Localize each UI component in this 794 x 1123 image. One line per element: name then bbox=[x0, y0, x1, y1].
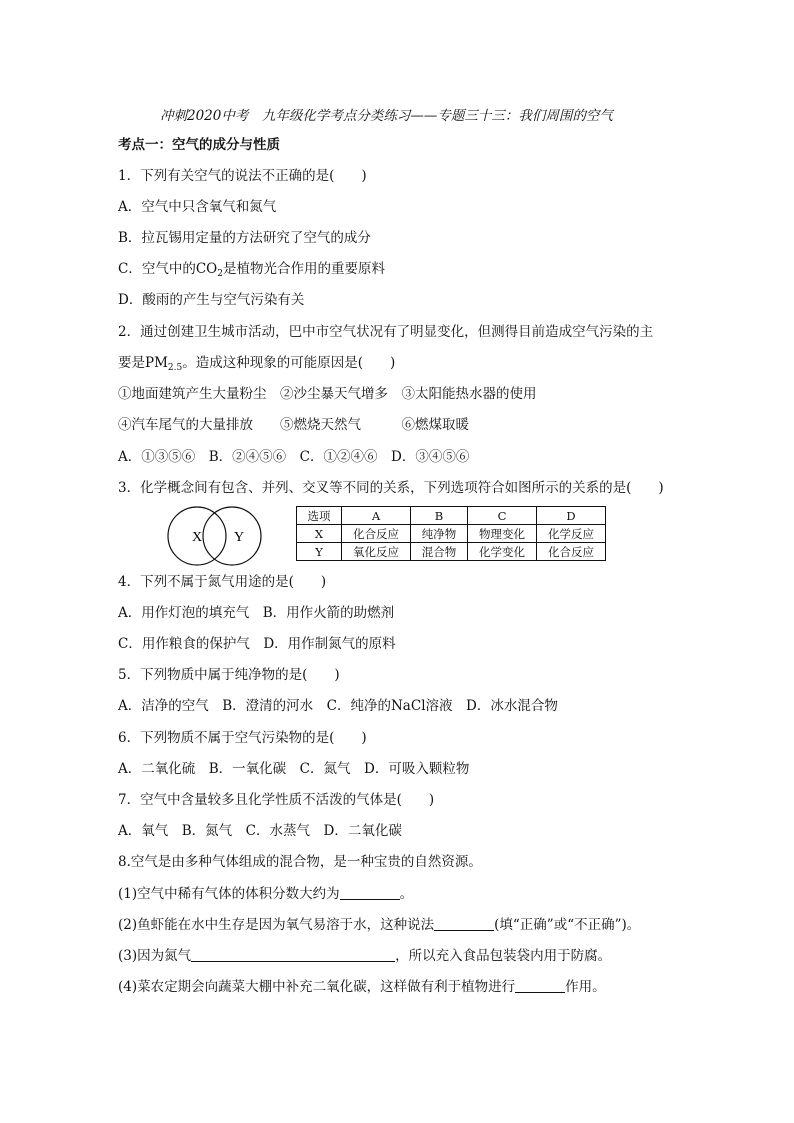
table-cell: Y bbox=[297, 543, 342, 561]
q7-stem: 7．空气中含量较多且化学性质不活泼的气体是( ) bbox=[118, 792, 435, 808]
q1-option-d: D．酸雨的产生与空气污染有关 bbox=[118, 292, 305, 308]
q8-part3-post: ，所以充入食品包装袋内用于防腐。 bbox=[395, 948, 612, 964]
q1-option-c bbox=[118, 260, 385, 283]
table-cell: 化学变化 bbox=[468, 543, 537, 561]
q3-stem: 3．化学概念间有包含、并列、交叉等不同的关系，下列选项符合如图所示的关系的是( ) bbox=[118, 480, 664, 496]
q4-stem: 4．下列不属于氮气用途的是( ) bbox=[118, 574, 327, 590]
q2-stem-pre: 要是PM bbox=[118, 355, 168, 371]
q8-part1-pre: (1)空气中稀有气体的体积分数大约为 bbox=[118, 886, 340, 902]
q8-part1-post: 。 bbox=[399, 886, 414, 902]
table-cell: 选项 bbox=[297, 507, 342, 525]
table-cell: 化学反应 bbox=[537, 525, 606, 543]
table-cell: 氧化反应 bbox=[342, 543, 411, 561]
q2-items-line1: ①地面建筑产生大量粉尘 ②沙尘暴天气增多 ③太阳能热水器的使用 bbox=[118, 386, 537, 402]
section-heading: 考点一：空气的成分与性质 bbox=[118, 137, 280, 153]
q5-options: A．洁净的空气 B．澄清的河水 C．纯净的NaCl溶液 D．冰水混合物 bbox=[118, 698, 558, 714]
answer-blank-1[interactable] bbox=[340, 885, 400, 900]
q8-part4-pre: (4)菜农定期会向蔬菜大棚中补充二氧化碳，这样做有利于植物进行 bbox=[118, 979, 516, 995]
q8-part2 bbox=[118, 916, 640, 934]
answer-blank-3[interactable] bbox=[191, 947, 395, 962]
q1-stem: 1．下列有关空气的说法不正确的是( ) bbox=[118, 168, 367, 184]
answer-blank-4[interactable] bbox=[515, 978, 565, 993]
q2-stem-line1: 2．通过创建卫生城市活动，巴中市空气状况有了明显变化，但测得目前造成空气污染的主 bbox=[118, 324, 654, 340]
venn-label-y: Y bbox=[234, 530, 245, 545]
q1-option-a: A．空气中只含氧气和氮气 bbox=[118, 199, 277, 215]
venn-circle-y bbox=[203, 507, 261, 565]
venn-label-x: X bbox=[192, 530, 203, 545]
q8-stem: 8.空气是由多种气体组成的混合物，是一种宝贵的自然资源。 bbox=[118, 854, 482, 870]
q2-options: A．①③⑤⑥ B．②④⑤⑥ C．①②④⑥ D．③④⑤⑥ bbox=[118, 449, 470, 465]
table-cell: 物理变化 bbox=[468, 525, 537, 543]
q8-part1 bbox=[118, 885, 413, 903]
q6-stem: 6．下列物质不属于空气污染物的是( ) bbox=[118, 730, 367, 746]
table-cell: A bbox=[342, 507, 411, 525]
venn-svg bbox=[164, 502, 274, 572]
answer-blank-2[interactable] bbox=[434, 916, 494, 931]
q1-option-c-post: 是植物光合作用的重要原料 bbox=[222, 261, 385, 277]
table-cell: D bbox=[537, 507, 606, 525]
table-cell: 纯净物 bbox=[411, 525, 468, 543]
q5-stem: 5．下列物质中属于纯净物的是( ) bbox=[118, 667, 340, 683]
table-header-row bbox=[297, 507, 606, 525]
q4-options-cd: C．用作粮食的保护气 D．用作制氮气的原料 bbox=[118, 636, 396, 652]
q6-options: A．二氧化硫 B．一氧化碳 C．氮气 D．可吸入颗粒物 bbox=[118, 761, 470, 777]
table-row bbox=[297, 525, 606, 543]
q8-part2-pre: (2)鱼虾能在水中生存是因为氧气易溶于水，这种说法 bbox=[118, 917, 435, 933]
q7-options: A．氧气 B．氮气 C．水蒸气 D．二氧化碳 bbox=[118, 823, 402, 839]
q2-stem-sub: 2.5 bbox=[167, 363, 183, 373]
table-cell: 化合反应 bbox=[342, 525, 411, 543]
table-cell: C bbox=[468, 507, 537, 525]
q8-part4-post: 作用。 bbox=[565, 979, 606, 995]
venn-diagram bbox=[164, 502, 274, 572]
table-cell: X bbox=[297, 525, 342, 543]
page-title: 冲刺2020中考 九年级化学考点分类练习——专题三十三：我们周围的空气 bbox=[160, 108, 613, 124]
q2-stem-post: 。造成这种现象的可能原因是( ) bbox=[182, 355, 396, 371]
q3-options-table bbox=[296, 506, 606, 561]
q8-part2-post: (填“正确”或“不正确”)。 bbox=[494, 917, 641, 933]
q2-items-line2: ④汽车尾气的大量排放 ⑤燃烧天然气 ⑥燃煤取暖 bbox=[118, 417, 469, 433]
q8-part3 bbox=[118, 947, 611, 965]
q2-stem-line2 bbox=[118, 354, 395, 377]
q8-part4 bbox=[118, 978, 606, 996]
table-cell: 化合反应 bbox=[537, 543, 606, 561]
table-cell: B bbox=[411, 507, 468, 525]
q1-option-c-sub: 2 bbox=[217, 269, 223, 279]
q1-option-b: B．拉瓦锡用定量的方法研究了空气的成分 bbox=[118, 230, 371, 246]
q1-option-c-pre: C．空气中的CO bbox=[118, 261, 218, 277]
table-cell: 混合物 bbox=[411, 543, 468, 561]
table-row bbox=[297, 543, 606, 561]
q4-options-ab: A．用作灯泡的填充气 B．用作火箭的助燃剂 bbox=[118, 605, 395, 621]
q8-part3-pre: (3)因为氮气 bbox=[118, 948, 192, 964]
